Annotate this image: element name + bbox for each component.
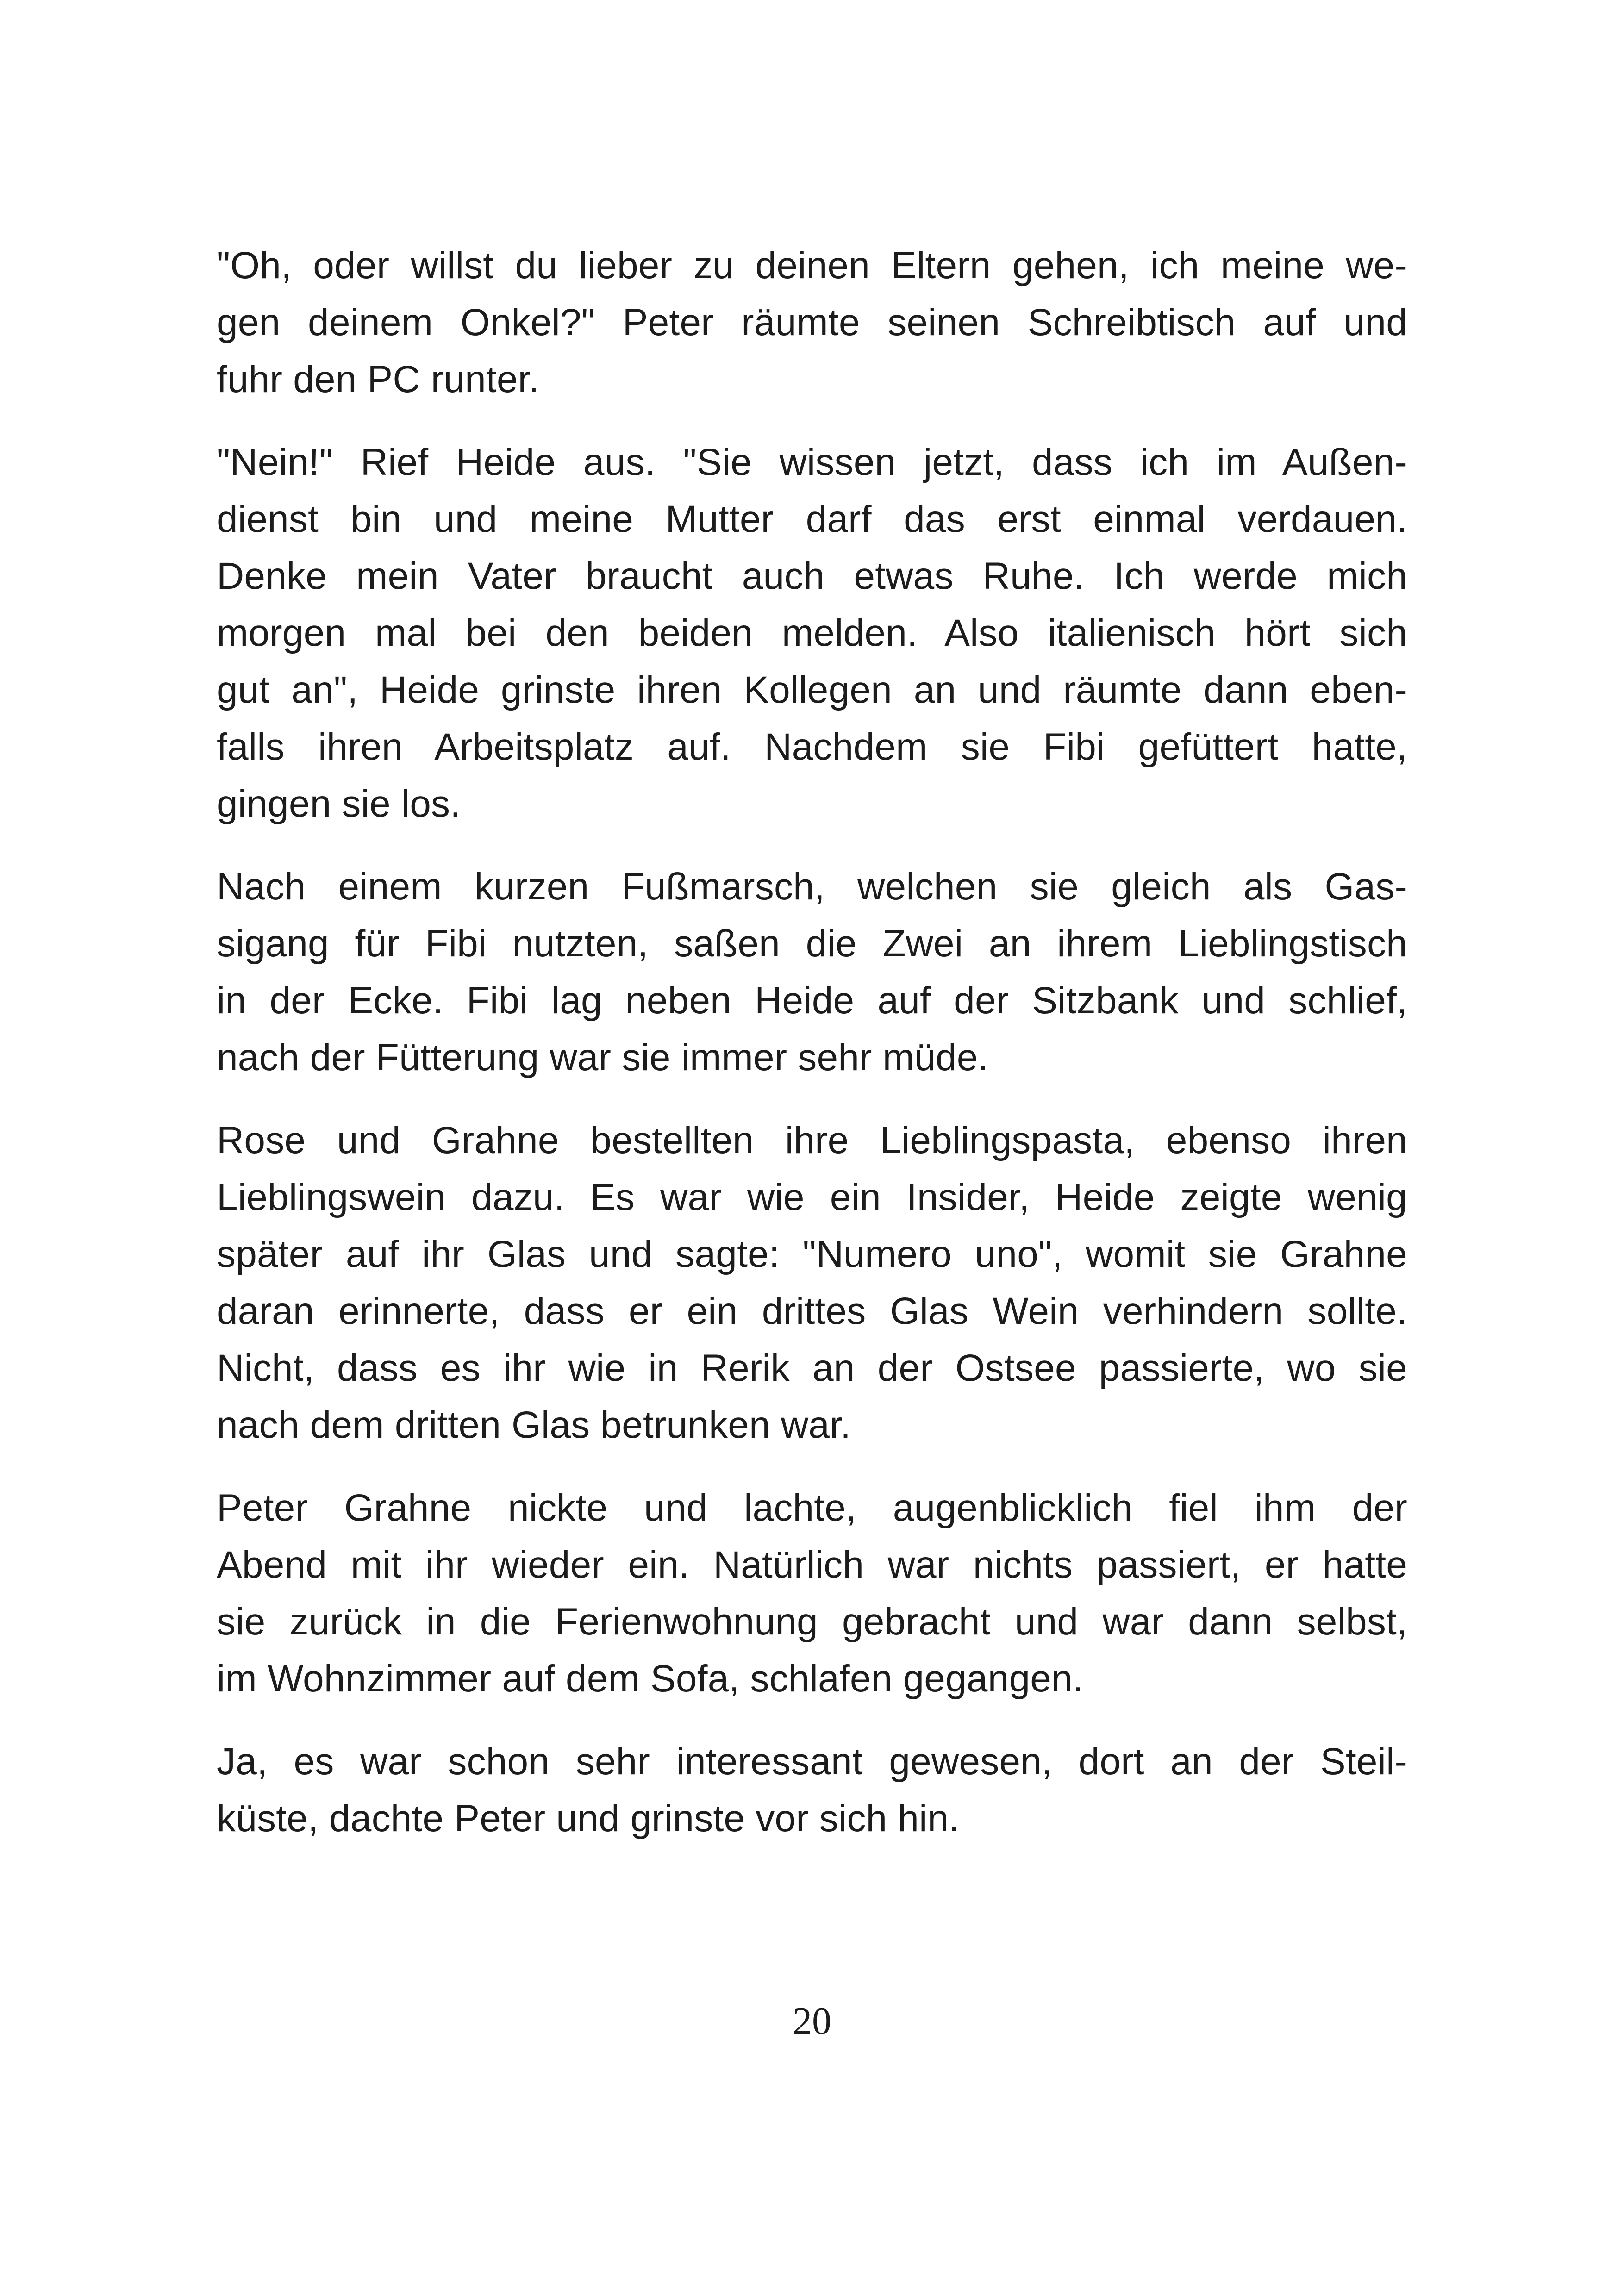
text-line: küste, dachte Peter und grinste vor sich hin. [217, 1797, 960, 1840]
text-line: falls ihren Arbeitsplatz auf. Nachdem sie Fibi gefüttert hatte, [217, 726, 1407, 768]
text-line: nach der Fütterung war sie immer sehr müde. [217, 1036, 989, 1079]
text-line: daran erinnerte, dass er ein drittes Glas Wein verhindern sollte. [217, 1290, 1407, 1332]
paragraph [217, 434, 1407, 832]
text-line: sigang für Fibi nutzten, saßen die Zwei an ihrem Lieblingstisch [217, 923, 1407, 965]
text-line: gen deinem Onkel?" Peter räumte seinen Schreibtisch auf und [217, 301, 1407, 343]
text-line: nach dem dritten Glas betrunken war. [217, 1404, 851, 1446]
text-line: Lieblingswein dazu. Es war wie ein Insider, Heide zeigte wenig [217, 1176, 1407, 1218]
text-line: dienst bin und meine Mutter darf das erst einmal verdauen. [217, 498, 1407, 540]
text-line: Denke mein Vater braucht auch etwas Ruhe. Ich werde mich [217, 555, 1407, 597]
paragraph [217, 237, 1407, 408]
paragraph [217, 1479, 1407, 1707]
text-line: "Nein!" Rief Heide aus. "Sie wissen jetzt, dass ich im Außen- [217, 441, 1407, 483]
paragraph [217, 858, 1407, 1086]
text-line: in der Ecke. Fibi lag neben Heide auf der Sitzbank und schlief, [217, 979, 1407, 1022]
text-line: Ja, es war schon sehr interessant gewesen, dort an der Steil- [217, 1740, 1407, 1783]
text-line: später auf ihr Glas und sagte: "Numero uno", womit sie Grahne [217, 1233, 1407, 1275]
body-text [217, 237, 1407, 1873]
paragraph [217, 1112, 1407, 1453]
text-line: gut an", Heide grinste ihren Kollegen an und räumte dann eben- [217, 669, 1407, 711]
text-line: Peter Grahne nickte und lachte, augenblicklich fiel ihm der [217, 1487, 1407, 1529]
text-line: fuhr den PC runter. [217, 358, 539, 400]
paragraph [217, 1733, 1407, 1847]
text-line: morgen mal bei den beiden melden. Also italienisch hört sich [217, 612, 1407, 654]
text-line: im Wohnzimmer auf dem Sofa, schlafen gegangen. [217, 1658, 1083, 1700]
text-line: "Oh, oder willst du lieber zu deinen Eltern gehen, ich meine we- [217, 244, 1407, 287]
text-line: gingen sie los. [217, 783, 461, 825]
text-line: Nach einem kurzen Fußmarsch, welchen sie gleich als Gas- [217, 866, 1407, 908]
text-line: Rose und Grahne bestellten ihre Lieblingspasta, ebenso ihren [217, 1119, 1407, 1161]
text-line: Abend mit ihr wieder ein. Natürlich war nichts passiert, er hatte [217, 1544, 1407, 1586]
text-line: sie zurück in die Ferienwohnung gebracht und war dann selbst, [217, 1601, 1407, 1643]
page-number: 20 [793, 2000, 831, 2043]
text-line: Nicht, dass es ihr wie in Rerik an der Ostsee passierte, wo sie [217, 1347, 1407, 1389]
